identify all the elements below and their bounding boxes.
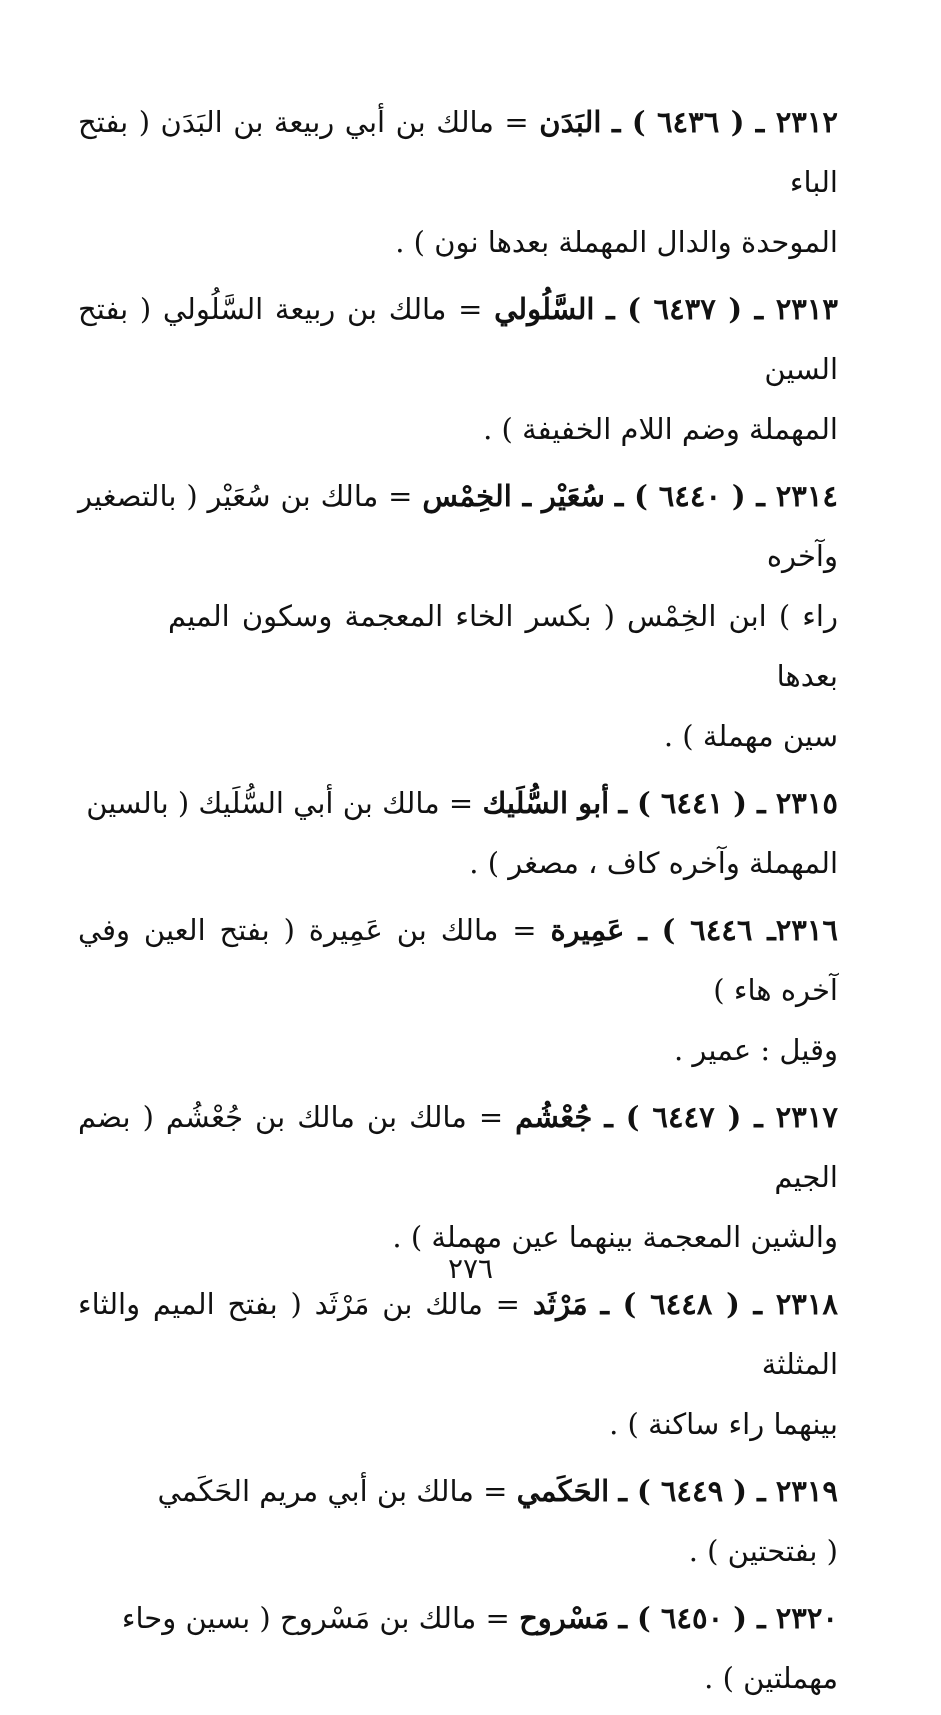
entry-text: = مالك بن سُعَيْر ( بالتصغير وآخره: [78, 479, 838, 573]
entry-2318: [78, 1274, 838, 1454]
entry-continuation: سين مهملة ) .: [663, 719, 838, 753]
entry-keyword: مَرْثَد: [532, 1287, 588, 1321]
entry-2319: [78, 1461, 838, 1581]
entry-continuation: ( بفتحتين ) .: [688, 1534, 838, 1568]
entry-keyword: أبو السُّلَيك: [482, 786, 610, 820]
entry-continuation: وقيل : عمير .: [673, 1033, 838, 1067]
entry-2320: [78, 1588, 838, 1708]
entry-text: = مالك بن أبي ربيعة بن البَدَن ( بفتح الباء: [78, 105, 838, 199]
entry-text: = مالك بن أبي السُّلَيك ( بالسين: [86, 786, 474, 820]
entry-number: ٢٣١٥ ـ ( ٦٤٤١ ) ـ: [618, 786, 838, 820]
entry-text: = مالك بن عَمِيرة ( بفتح العين وفي آخره هاء ): [78, 913, 838, 1007]
entry-2316: [78, 900, 838, 1080]
entry-number: ٢٣١٢ ـ ( ٦٤٣٦ ) ـ: [611, 105, 839, 139]
entry-text: = مالك بن ربيعة السَّلُولي ( بفتح السين: [78, 292, 838, 386]
entry-number: ٢٣١٩ ـ ( ٦٤٤٩ ) ـ: [618, 1474, 838, 1508]
entry-continuation: بينهما راء ساكنة ) .: [609, 1407, 838, 1441]
entry-2315: [78, 773, 838, 893]
entry-number: ٢٣١٣ ـ ( ٦٤٣٧ ) ـ: [606, 292, 839, 326]
entry-number: ٢٣١٦ـ ٦٤٤٦ ) ـ: [638, 913, 839, 947]
entry-number: ٢٣١٧ ـ ( ٦٤٤٧ ) ـ: [604, 1100, 838, 1134]
entry-continuation: المهملة وضم اللام الخفيفة ) .: [483, 412, 838, 446]
entry-continuation: راء ) ابن الخِمْس ( بكسر الخاء المعجمة وسكون الميم بعدها: [168, 599, 838, 693]
entry-continuation: والشين المعجمة بينهما عين مهملة ) .: [392, 1220, 838, 1254]
entry-number: ٢٣١٨ ـ ( ٦٤٤٨ ) ـ: [600, 1287, 839, 1321]
entry-text: = مالك بن مالك بن جُعْشُم ( بضم الجيم: [78, 1100, 838, 1194]
entry-keyword: الحَكَمي: [516, 1474, 610, 1508]
entry-2313: [78, 279, 838, 459]
page-body: [78, 92, 838, 1715]
entry-continuation: المهملة وآخره كاف ، مصغر ) .: [469, 846, 838, 880]
entry-keyword: السَّلُولي: [494, 292, 595, 326]
entry-number: ٢٣٢٠ ـ ( ٦٤٥٠ ) ـ: [618, 1601, 838, 1635]
entry-keyword: البَدَن: [539, 105, 602, 139]
entry-keyword: سُعَيْر ـ الخِمْس: [422, 479, 605, 513]
entry-continuation: مهملتين ) .: [704, 1661, 838, 1695]
entry-keyword: مَسْروح: [519, 1601, 610, 1635]
entry-2312: [78, 92, 838, 272]
entry-keyword: جُعْشُم: [515, 1100, 593, 1134]
entry-continuation: الموحدة والدال المهملة بعدها نون ) .: [395, 225, 838, 259]
entry-2314: [78, 466, 838, 766]
entry-text: = مالك بن مَسْروح ( بسين وحاء: [121, 1601, 510, 1635]
entry-text: = مالك بن مَرْثَد ( بفتح الميم والثاء المثلثة: [78, 1287, 838, 1381]
entry-text: = مالك بن أبي مريم الحَكَمي: [157, 1474, 508, 1508]
entry-number: ٢٣١٤ ـ ( ٦٤٤٠ ) ـ: [614, 479, 838, 513]
entry-keyword: عَمِيرة: [550, 913, 625, 947]
entry-2317: [78, 1087, 838, 1267]
page-number: ٢٧٦: [447, 1252, 494, 1285]
